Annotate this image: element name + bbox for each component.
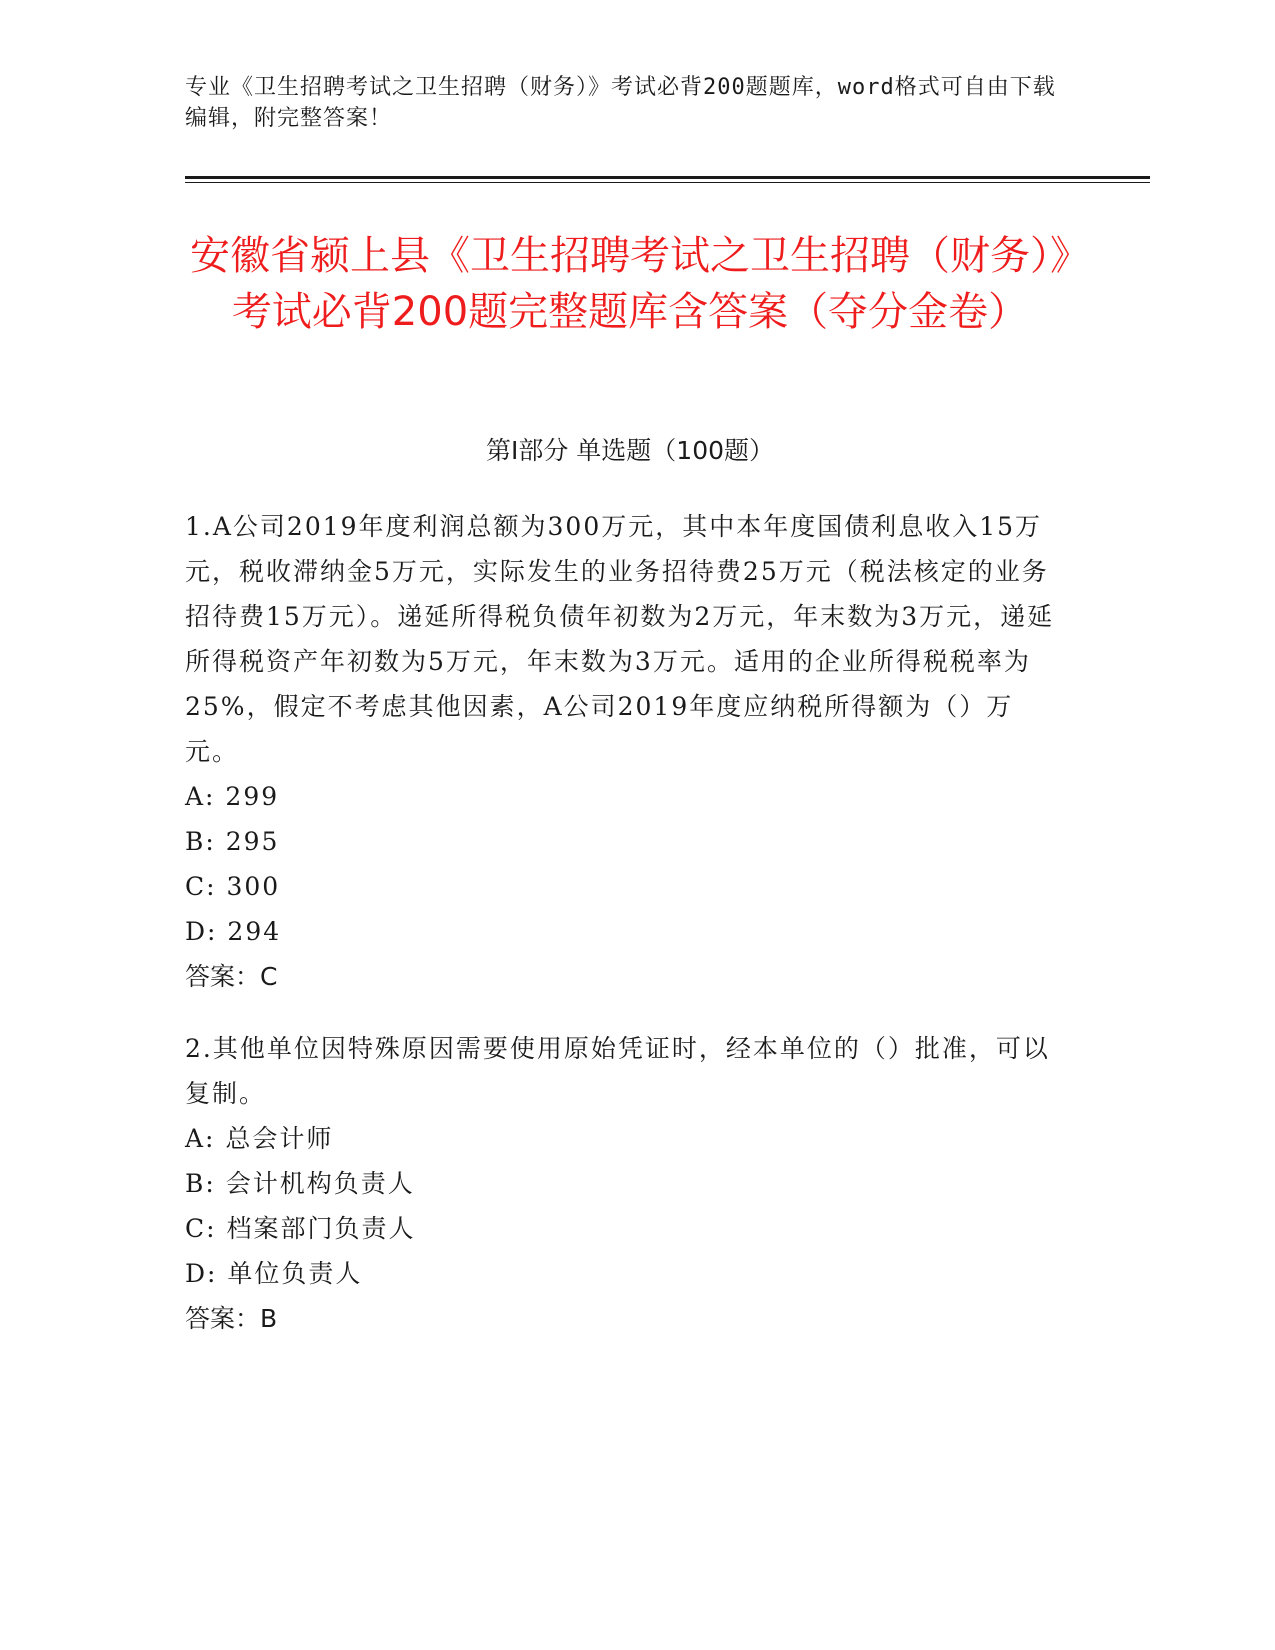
answer: 答案：C <box>185 962 278 991</box>
option-b: B: 295 <box>185 827 280 856</box>
option-d: D: 单位负责人 <box>185 1259 363 1288</box>
option-a: A: 总会计师 <box>185 1124 334 1153</box>
header-divider-thick <box>185 176 1150 179</box>
document-title: 安徽省颍上县《卫生招聘考试之卫生招聘（财务）》考试必背200题完整题库含答案（夺分金卷） <box>190 233 1070 335</box>
header-divider-thin <box>185 182 1150 183</box>
answer: 答案：B <box>185 1304 278 1333</box>
option-a: A: 299 <box>185 782 280 811</box>
question-stem: 2.其他单位因特殊原因需要使用原始凭证时，经本单位的（）批准，可以复制。 <box>185 1034 1050 1108</box>
header-note: 专业《卫生招聘考试之卫生招聘（财务）》考试必背200题题库，word格式可自由下载编辑，附完整答案！ <box>185 75 1056 131</box>
option-b: B: 会计机构负责人 <box>185 1169 415 1198</box>
option-c: C: 档案部门负责人 <box>185 1214 416 1243</box>
question-stem: 1.A公司2019年度利润总额为300万元，其中本年度国债利息收入15万元，税收滞纳金5万元，实际发生的业务招待费25万元（税法核定的业务招待费15万元）。递延所得税负债年初数为2万元，年末数为3万元，递延所得税资产年初数为5万元，年末数为3万元。适用的企业所得税税率为25%，假定不考虑其他因素，A公司2019年度应纳税所得额为（）万元。 <box>185 512 1055 766</box>
option-d: D: 294 <box>185 917 282 946</box>
question-2 <box>185 1026 1065 1341</box>
section-title: 第I部分 单选题（100题） <box>485 436 775 465</box>
option-c: C: 300 <box>185 872 281 901</box>
question-1 <box>185 504 1065 999</box>
